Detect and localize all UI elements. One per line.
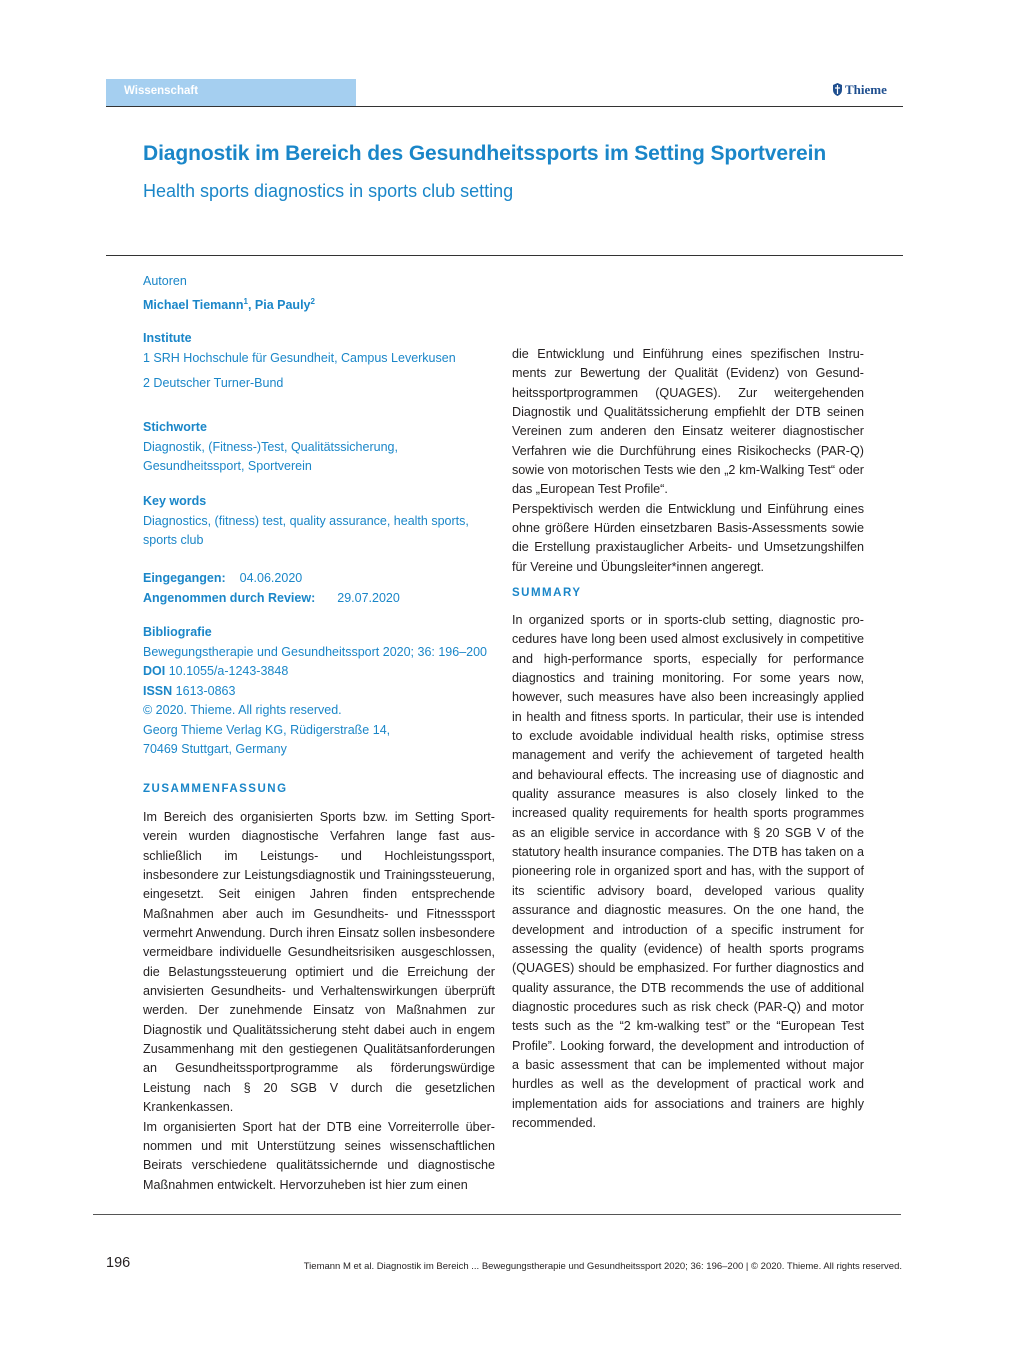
- bibliography-heading: Bibliografie: [143, 625, 212, 639]
- publisher-logo-text: Thieme: [845, 82, 887, 97]
- keywords-en: Diagnostics, (fitness) test, quality assurance, health sports, sports club: [143, 513, 469, 547]
- zusammenfassung-continued: [512, 345, 864, 577]
- doi-row: [143, 662, 498, 682]
- article-title: Diagnostik im Bereich des Gesundheitssports im Setting Sportverein: [143, 142, 827, 165]
- accepted-label: Angenommen durch Review:: [143, 590, 316, 605]
- summary-text: [512, 611, 864, 1133]
- affiliation-marker: 2: [310, 296, 315, 306]
- header-rule: [106, 106, 903, 107]
- issn-value: 1613-0863: [175, 683, 236, 698]
- journal-citation: Bewegungstherapie und Gesundheitssport 2020; 36: 196–200: [143, 644, 488, 659]
- page-number: 196: [106, 1255, 131, 1271]
- zusammenfassung-text: [143, 808, 495, 1195]
- dates-block: [143, 569, 498, 608]
- keywords-en-heading: Key words: [143, 494, 207, 508]
- author-list: [143, 292, 498, 316]
- accepted-row: [143, 589, 498, 609]
- summary-heading: SUMMARY: [512, 587, 582, 599]
- article-subtitle: Health sports diagnostics in sports club setting: [143, 181, 514, 201]
- affiliation-marker: 1: [243, 296, 248, 306]
- received-date: 04.06.2020: [239, 571, 303, 585]
- issn-label: ISSN: [143, 683, 173, 698]
- doi-label: DOI: [143, 664, 166, 678]
- received-row: [143, 569, 498, 589]
- institutes-heading: Institute: [143, 331, 192, 345]
- copyright-notice: © 2020. Thieme. All rights reserved.: [143, 703, 342, 717]
- publisher-address: 70469 Stuttgart, Germany: [143, 742, 287, 756]
- author-separator: ,: [247, 297, 255, 312]
- accepted-date: 29.07.2020: [337, 590, 400, 605]
- footer-citation: Tiemann M et al. Diagnostik im Bereich ... Bewegungstherapie und Gesundheitssport 2020; 36: 196–200 | © 2020. Thieme. All rights reserved.: [303, 1261, 902, 1272]
- authors-heading: Autoren: [143, 274, 187, 288]
- doi-value[interactable]: 10.1055/a-1243-3848: [168, 664, 289, 678]
- publisher-address: Georg Thieme Verlag KG, Rüdigerstraße 14,: [143, 722, 391, 737]
- abstract-paragraph: Im Bereich des organisierten Sports bzw. im Setting Sportverein wurden diagnostische Verfahren lange fast ausschließlich im Leistungs- und Hochleistungssport, insbesondere zur Leistungsdiagnostik und Trainingssteuerung, eingesetzt. Seit einigen Jahren finden entsprechende Maßnahmen aber auch im Gesundheits- und Fitnesssport vermehrt Anwendung. Durch ihren Einsatz sollen insbesondere vermeidbare individuelle Gesundheitsrisiken ausgeschlossen, die Belastungssteuerung optimiert und die Erreichung der anvisierten Gesundheits- und Verhaltenswirkungen überprüft werden. Der zunehmende Einsatz von Maßnahmen zur Diagnostik und Qualitätssicherung steht dabei auch in engem Zusammenhang mit den gestiegenen Qualitätsanforderungen an Gesundheitssportprogramme als förderungswürdige Leistung nach § 20 SGB V durch die gesetzlichen Krankenkassen.: [143, 810, 495, 1115]
- keywords-de-heading: Stichworte: [143, 420, 207, 434]
- institute-item: 2 Deutscher Turner-Bund: [143, 376, 284, 390]
- keywords-de: Diagnostik, (Fitness-)Test, Qualitätssicherung, Gesundheitssport, Sportverein: [143, 439, 398, 473]
- abstract-paragraph: In organized sports or in sports-club setting, diagnostic procedures have long been used almost exclusively in competitive and high-performance sports, especially for performance diagnostics and training monitoring. For some years now, however, such measures have also been increasingly applied in health and fitness sports. In particular, their use is intended to exclude avoidable individual health risks, optimise stress management and verify the achievement of targeted health and behavioural effects. The increasing use of diagnostic and quality assurance measures is also closely linked to the increased quality requirements for health sports programmes as an eligible service in accordance with § 20 SGB V of the statutory health insurance companies. The DTB has taken on a pioneering role in organized sport and has, with the support of its scientific advisory board, developed various quality assurance and diagnostic measures. On the one hand, the development and introduction of a specific instrument for assessing the quality (evidence) of health sports programs (QUAGES) should be emphasized. For further diagnostics and quality assurance, the DTB recommends the use of additional diagnostic procedures such as risk check (PAR-Q) and motor tests such as the “2 km-walking test” or the “European Test Profile”. Looking forward, the development and introduction of a basic assessment that can be implemented without major hurdles as well as the development of practical work and implementation aids for associations and trainers are highly recommended.: [512, 613, 864, 1130]
- author-name: Michael Tiemann: [143, 297, 244, 312]
- issn-row: [143, 682, 498, 702]
- bibliography-block: [143, 623, 498, 760]
- publisher-logo: [832, 82, 887, 98]
- keywords-de-block: [143, 418, 498, 477]
- received-label: Eingegangen:: [143, 571, 226, 585]
- abstract-paragraph: Perspektivisch werden die Entwicklung und Einführung eines ohne größere Hürden einsetzbaren Basis-Assessments sowie die Erstellung praxistauglicher Arbeits- und Umsetzungshilfen für Vereine und Übungsleiter*innen angeregt.: [512, 501, 864, 574]
- institutes-block: [143, 329, 498, 394]
- title-rule: [106, 255, 903, 256]
- authors-block: [143, 272, 498, 315]
- institute-item: 1 SRH Hochschule für Gesundheit, Campus Leverkusen: [143, 350, 456, 365]
- keywords-en-block: [143, 492, 498, 551]
- section-label: Wissenschaft: [106, 79, 356, 106]
- footer-rule: [93, 1214, 901, 1215]
- abstract-paragraph: die Entwicklung und Einführung eines spezifischen Instruments zur Bewertung der Qualität (Evidenz) von Gesundheitssportprogrammen (QUAGES). Zur weitergehenden Diagnostik und Qualitätssicherung empfiehlt der DTB seinen Vereinen zum anderen den Einsatz weiterer diagnostischer Verfahren wie die Durchführung eines Risikochecks (PAR-Q) sowie von motorischen Tests wie den „2 km-Walking Test“ oder das „European Test Profile“.: [512, 347, 864, 497]
- zusammenfassung-heading: ZUSAMMENFASSUNG: [143, 783, 288, 795]
- thieme-emblem-icon: [832, 83, 843, 96]
- abstract-paragraph: Im organisierten Sport hat der DTB eine Vorreiterrolle übernommen und mit Unterstützung seines wissenschaftlichen Beirats verschiedene qualitätssichernde und diagnostische Maßnahmen entwickelt. Hervorzuheben ist hier zum einen: [143, 1119, 495, 1192]
- author-name: Pia Pauly: [254, 297, 311, 312]
